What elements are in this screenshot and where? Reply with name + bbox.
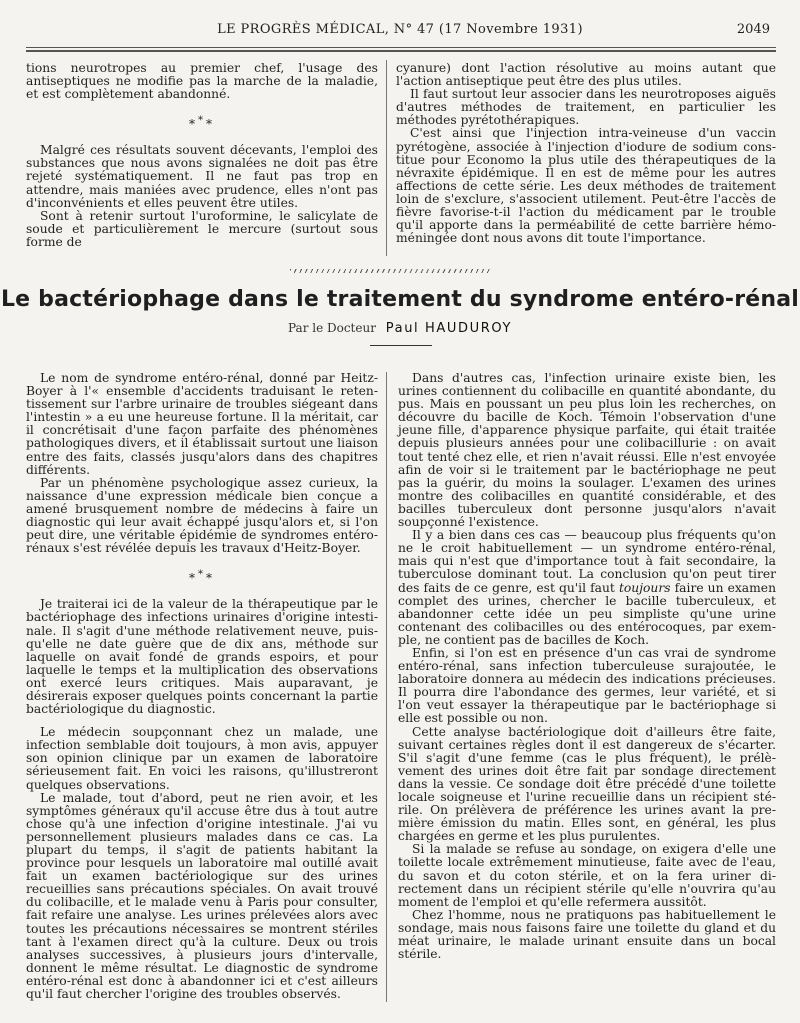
paragraph [398, 529, 776, 647]
running-header [26, 22, 774, 42]
page-number: 2049 [736, 22, 770, 37]
paragraph: Cette analyse bactériologique doit d'ailleurs être faite, suivant certaines règles dont il est dangereux de s'écarter. S'il s'agit d'une femme (cas le plus fréquent), le prélèvement des urines doit être fait par sondage directement dans la vessie. Ce sondage doit être précédé d'une toilette locale soigneuse et l'urine recueillie dans un récipient stérile. On prélèvera de préférence les urines avant la première émission du matin. Elles sont, en général, les plus chargées en germe et les plus purulentes. [398, 724, 776, 844]
paragraph: Je traiterai ici de la valeur de la thérapeutique par le bactériophage des infections urinaires d'origine intestinale. Il s'agit d'une méthode relativement neuve, puisqu'elle ne date guère que de dix ans, méthode sur laquelle on avait fondé de grands espoirs, et pour laquelle le temps et la multiplication des observations ont exercé leurs critiques. Mais auparavant, je désirerais exposer quelques points concernant la partie bactériologique du diagnostic. [26, 597, 378, 717]
header-rule-thick [26, 50, 776, 52]
journal-title: LE PROGRÈS MÉDICAL, N° 47 (17 Novembre 1931) [217, 22, 583, 37]
paragraph: Le médecin soupçonnant chez un malade, une infection semblable doit toujours, à mon avis, appuyer son opinion clinique par un examen de laboratoire sérieusement fait. En voici les raisons, qu'illustreront quelques observations. [26, 725, 378, 792]
paragraph: Chez l'homme, nous ne pratiquons pas habituellement le sondage, mais nous faisons faire une toilette du gland et du méat urinaire, le malade urinant ensuite dans un bocal stérile. [398, 907, 776, 962]
paragraph: cyanure) dont l'action résolutive au moins autant que l'action antiseptique peut être des plus utiles. [396, 61, 776, 89]
section-stars: *** [189, 569, 215, 586]
paragraph: Si la malade se refuse au sondage, on exigera d'elle une toilette locale extrêmement minutieuse, faite avec de l'eau, du savon et du coton stérile, et on la fera uriner directement dans un récipient stérile qu'elle n'ouvrira qu'au moment de l'emploi et qu'elle refermera aussitôt. [398, 842, 776, 909]
text-run: Il y a bien dans ces cas — beaucoup plus fréquents qu'on ne le croit habituellement — un syndrome entéro-rénal, mais qui n'est que d'importance tout à fait secondaire, la tuberculose dominant tout. La conclusion qu'on peut tirer des faits de ce genre, est qu'il faut [398, 528, 776, 595]
author-name: Paul HAUDUROY [385, 321, 512, 336]
top-left-column [26, 62, 378, 249]
text-run: faire un examen complet des urines, chercher le bacille tuberculeux, et abandonner cette idée un peu simpliste qu'une urine contenant des colibacilles ou des entérocoques, par exemple, ne contient pas de bacilles de Koch. [398, 580, 776, 647]
byline-prefix: Par le Docteur [288, 321, 376, 335]
section-stars: *** [189, 115, 215, 132]
body-left-column [26, 372, 378, 1001]
article-title: Le bactériophage dans le traitement du syndrome entéro-rénal [0, 287, 800, 312]
paragraph: Dans d'autres cas, l'infection urinaire existe bien, les urines contiennent du colibacille en quantité abondante, du pus. Mais en poussant un peu plus loin les recherches, on découvre du bacille de Koch. Témoin l'observation d'une jeune fille, d'apparence physique parfaite, qui était traitée depuis plusieurs années pour une colibacillurie : on avait tout tenté chez elle, et rien n'avait réussi. Elle n'est envoyée afin de voir si le traitement par le bactériophage ne peut pas la guérir, du moins la soulager. L'examen des urines montre des colibacilles en quantité considérable, et des bacilles tuberculeux dont personne jusqu'alors n'avait soupçonné l'existence. [398, 371, 776, 530]
section-ornament [290, 269, 490, 273]
column-divider [386, 372, 387, 1002]
body-right-column [398, 372, 776, 961]
emphasis: toujours [618, 580, 671, 595]
paragraph: Le malade, tout d'abord, peut ne rien avoir, et les symptômes généraux qu'il accuse être dus à tout autre chose qu'à une infection d'origine intestinale. J'ai vu personnellement plusieurs malades dans ce cas. La plupart du temps, il s'agit de patients habitant la province pour lesquels un laboratoire mal outillé avait fait un examen bactériologique sur des urines recueillies sans précautions spéciales. On avait trouvé du colibacille, et le malade venu à Paris pour consulter, fait refaire une analyse. Les urines prélevées alors avec toutes les précautions nécessaires se montrent stériles tant à l'examen direct qu'à la culture. Deux ou trois analyses successives, à plusieurs jours d'intervalle, donnent le même résultat. Le diagnostic de syndrome entéro-rénal est donc à abandonner ici et c'est ailleurs qu'il faut chercher l'origine des troubles observés. [26, 790, 378, 1002]
paragraph: Le nom de syndrome entéro-rénal, donné par Heitz-Boyer à l'« ensemble d'accidents traduisant le retentissement sur l'arbre urinaire de troubles siégeant dans l'intestin » a eu une heureuse fortune. Il la méritait, car il concrétisait d'une façon parfaite des phénomènes pathologiques divers, et il établissait surtout une liaison entre des faits, classés jusqu'alors dans des chapitres différents. [26, 371, 378, 477]
byline [0, 321, 800, 336]
paragraph: Sont à retenir surtout l'uroformine, le salicylate de soude et particulièrement le mercure (surtout sous forme de [26, 208, 378, 249]
top-right-column [396, 62, 776, 245]
paragraph: Malgré ces résultats souvent décevants, l'emploi des substances que nous avons signalées ne doit pas être rejeté systématiquement. Il ne faut pas trop en attendre, mais maniées avec prudence, elles n'ont pas d'inconvénients et elles peuvent être utiles. [26, 143, 378, 210]
paragraph: Il faut surtout leur associer dans les neurotroposes aiguës d'autres méthodes de traitement, en particulier les méthodes pyrétothérapiques. [396, 87, 776, 128]
paragraph: tions neurotropes au premier chef, l'usage des antiseptiques ne modifie pas la marche de la maladie, et est complètement abandonné. [26, 61, 378, 102]
paragraph: C'est ainsi que l'injection intra-veineuse d'un vaccin pyrétogène, associée à l'injection d'iodure de sodium constitue pour Economo la plus utile des thérapeutiques de la névraxite épidémique. Il en est de même pour les autres affections de cette série. Les deux méthodes de traitement loin de s'exclure, s'associent utilement. Peut-être l'accès de fièvre favorise-t-il l'action du médicament par le trouble qu'il apporte dans la perméabilité de cette barrière hémoméningée dont nous avons dit toute l'importance. [396, 126, 776, 246]
column-divider [386, 60, 387, 256]
header-rule [26, 47, 776, 48]
paragraph: Enfin, si l'on est en présence d'un cas vrai de syndrome entéro-rénal, sans infection tuberculeuse surajoutée, le laboratoire donnera au médecin des indications précieuses. Il pourra dire l'abondance des germes, leur variété, et si l'on veut essayer la thérapeutique par le bactériophage si elle est possible ou non. [398, 645, 776, 726]
paragraph: Par un phénomène psychologique assez curieux, la naissance d'une expression médicale bien conçue a amené brusquement nombre de médecins à faire un diagnostic qui leur avait échappé jusqu'alors et, si l'on peut dire, une véritable épidémie de syndromes entéro-rénaux s'est révélée depuis les travaux d'Heitz-Boyer. [26, 475, 378, 556]
title-rule [370, 345, 432, 346]
